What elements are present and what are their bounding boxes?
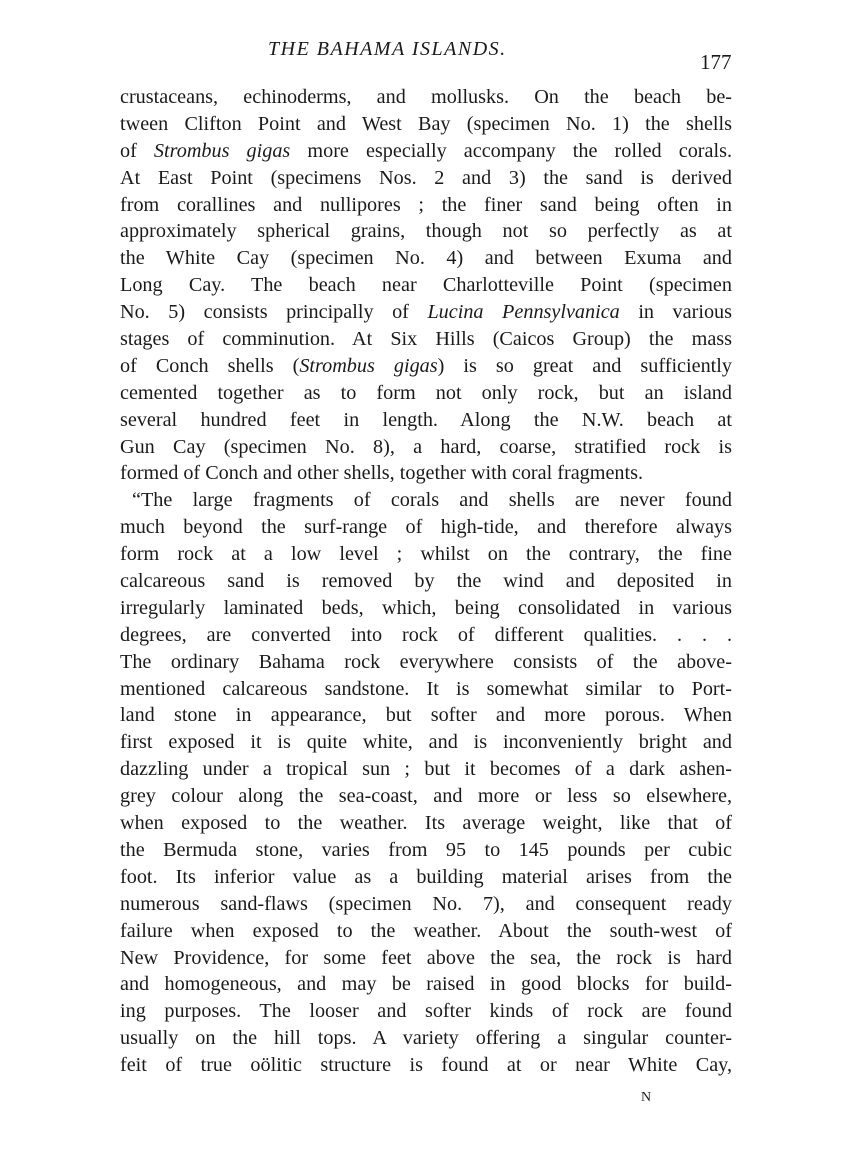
text-line: and homogeneous, and may be raised in good blocks for build- <box>120 973 732 996</box>
text-line: approximately spherical grains, though not so perfectly as at <box>120 220 732 243</box>
text-line: much beyond the surf-range of high-tide, and therefore always <box>120 516 732 539</box>
text-line: Gun Cay (specimen No. 8), a hard, coarse, stratified rock is <box>120 435 732 458</box>
text-line: ing purposes. The looser and softer kinds of rock are found <box>120 1000 732 1023</box>
text-line: from corallines and nullipores ; the finer sand being often in <box>120 193 732 216</box>
text-line: feit of true oölitic structure is found at or near White Cay, <box>120 1054 732 1077</box>
text-line: the Bermuda stone, varies from 95 to 145 pounds per cubic <box>120 838 732 861</box>
text-line: several hundred feet in length. Along the N.W. beach at <box>120 408 732 431</box>
text-line: tween Clifton Point and West Bay (specimen No. 1) the shells <box>120 112 732 135</box>
text-line: numerous sand-flaws (specimen No. 7), and consequent ready <box>120 892 732 915</box>
text-line: formed of Conch and other shells, together with coral fragments. <box>120 462 644 485</box>
text-line: failure when exposed to the weather. About the south-west of <box>120 919 732 942</box>
text-line: At East Point (specimens Nos. 2 and 3) the sand is derived <box>120 166 732 189</box>
text-line: form rock at a low level ; whilst on the contrary, the fine <box>120 543 732 566</box>
text-line: No. 5) consists principally of Lucina Pennsylvanica in various <box>120 301 732 324</box>
signature-mark: N <box>641 1090 652 1105</box>
text-line: The ordinary Bahama rock everywhere consists of the above- <box>120 650 732 673</box>
text-line: degrees, are converted into rock of different qualities. . . . <box>120 623 732 646</box>
text-line: land stone in appearance, but softer and more porous. When <box>120 704 732 727</box>
text-line: irregularly laminated beds, which, being consolidated in various <box>120 596 732 619</box>
text-line: of Strombus gigas more especially accompany the rolled corals. <box>120 139 732 162</box>
text-line: grey colour along the sea-coast, and more or less so elsewhere, <box>120 785 732 808</box>
italic-taxon: Lucina Pennsylvanica <box>427 301 620 324</box>
text-line: first exposed it is quite white, and is inconveniently bright and <box>120 731 732 754</box>
text-line: crustaceans, echinoderms, and mollusks. On the beach be- <box>120 86 732 108</box>
text-line: Long Cay. The beach near Charlotteville Point (specimen <box>120 274 732 297</box>
running-title: THE BAHAMA ISLANDS. <box>268 38 507 60</box>
text-line: the White Cay (specimen No. 4) and between Exuma and <box>120 247 732 270</box>
text-line: cemented together as to form not only rock, but an island <box>120 381 732 404</box>
text-line: mentioned calcareous sandstone. It is somewhat similar to Port- <box>120 677 732 700</box>
italic-taxon: Strombus gigas <box>153 139 291 162</box>
text-line: of Conch shells (Strombus gigas) is so great and sufficiently <box>120 354 732 377</box>
text-line: “The large fragments of corals and shells are never found <box>132 489 732 512</box>
running-head <box>0 38 850 74</box>
page-number: 177 <box>700 50 732 74</box>
text-line: usually on the hill tops. A variety offering a singular counter- <box>120 1027 732 1050</box>
text-line: foot. Its inferior value as a building material arises from the <box>120 865 732 888</box>
text-line: calcareous sand is removed by the wind and deposited in <box>120 570 732 593</box>
italic-taxon: Strombus gigas <box>299 354 438 377</box>
text-line: stages of comminution. At Six Hills (Caicos Group) the mass <box>120 328 732 351</box>
text-line: when exposed to the weather. Its average weight, like that of <box>120 812 732 835</box>
text-line: New Providence, for some feet above the sea, the rock is hard <box>120 946 732 969</box>
text-line: dazzling under a tropical sun ; but it becomes of a dark ashen- <box>120 758 732 781</box>
body-text <box>120 84 732 1079</box>
